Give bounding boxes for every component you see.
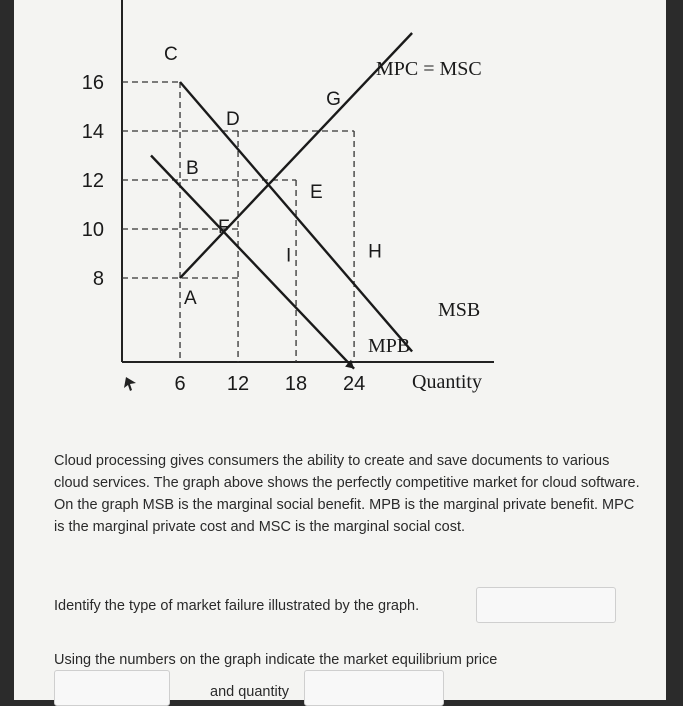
x-axis-label: Quantity: [412, 371, 482, 393]
series-label-mpb: MPB: [368, 335, 411, 357]
x-tick-label-18: 18: [284, 373, 308, 395]
x-tick-label-12: 12: [226, 373, 250, 395]
point-label-E: E: [310, 182, 323, 203]
point-label-I: I: [286, 245, 292, 267]
question-2-text: Using the numbers on the graph indicate the market equilibrium price: [54, 652, 498, 668]
market-chart: [14, 0, 666, 420]
cursor-icon: [124, 377, 136, 391]
x-tick-label-6: 6: [174, 373, 186, 395]
y-tick-label-16: 16: [81, 72, 104, 94]
market-failure-answer-box[interactable]: [476, 587, 616, 623]
chart-svg: [14, 0, 666, 420]
point-label-G: G: [326, 89, 341, 110]
x-tick-label-24: 24: [342, 373, 366, 395]
y-tick-label-12: 12: [81, 170, 104, 192]
question-paragraph: Cloud processing gives consumers the ability to create and save documents to various cloud services. The graph above shows the perfectly competitive market for cloud software. On the graph MSB is the marginal social benefit. MPB is the marginal private benefit. MPC is the marginal private cost and MSC is the marginal social cost.: [54, 453, 640, 535]
point-label-A: A: [184, 288, 197, 309]
point-label-D: D: [226, 109, 240, 130]
worksheet-page: [14, 0, 666, 700]
equilibrium-quantity-answer-box[interactable]: [304, 670, 444, 706]
point-label-F: F: [218, 217, 230, 238]
point-label-B: B: [186, 158, 199, 179]
y-tick-label-14: 14: [81, 121, 104, 143]
equilibrium-price-answer-box[interactable]: [54, 670, 170, 706]
series-label-msb: MSB: [438, 299, 481, 321]
series-line-2: [151, 156, 354, 369]
question-1-text: Identify the type of market failure illustrated by the graph.: [54, 598, 420, 614]
point-label-C: C: [164, 44, 178, 65]
y-tick-label-8: 8: [92, 268, 104, 290]
question-3-text: and quantity: [210, 684, 290, 700]
point-label-H: H: [368, 241, 382, 263]
series-label-mpc: MPC = MSC: [376, 58, 482, 80]
y-tick-label-10: 10: [81, 219, 104, 241]
